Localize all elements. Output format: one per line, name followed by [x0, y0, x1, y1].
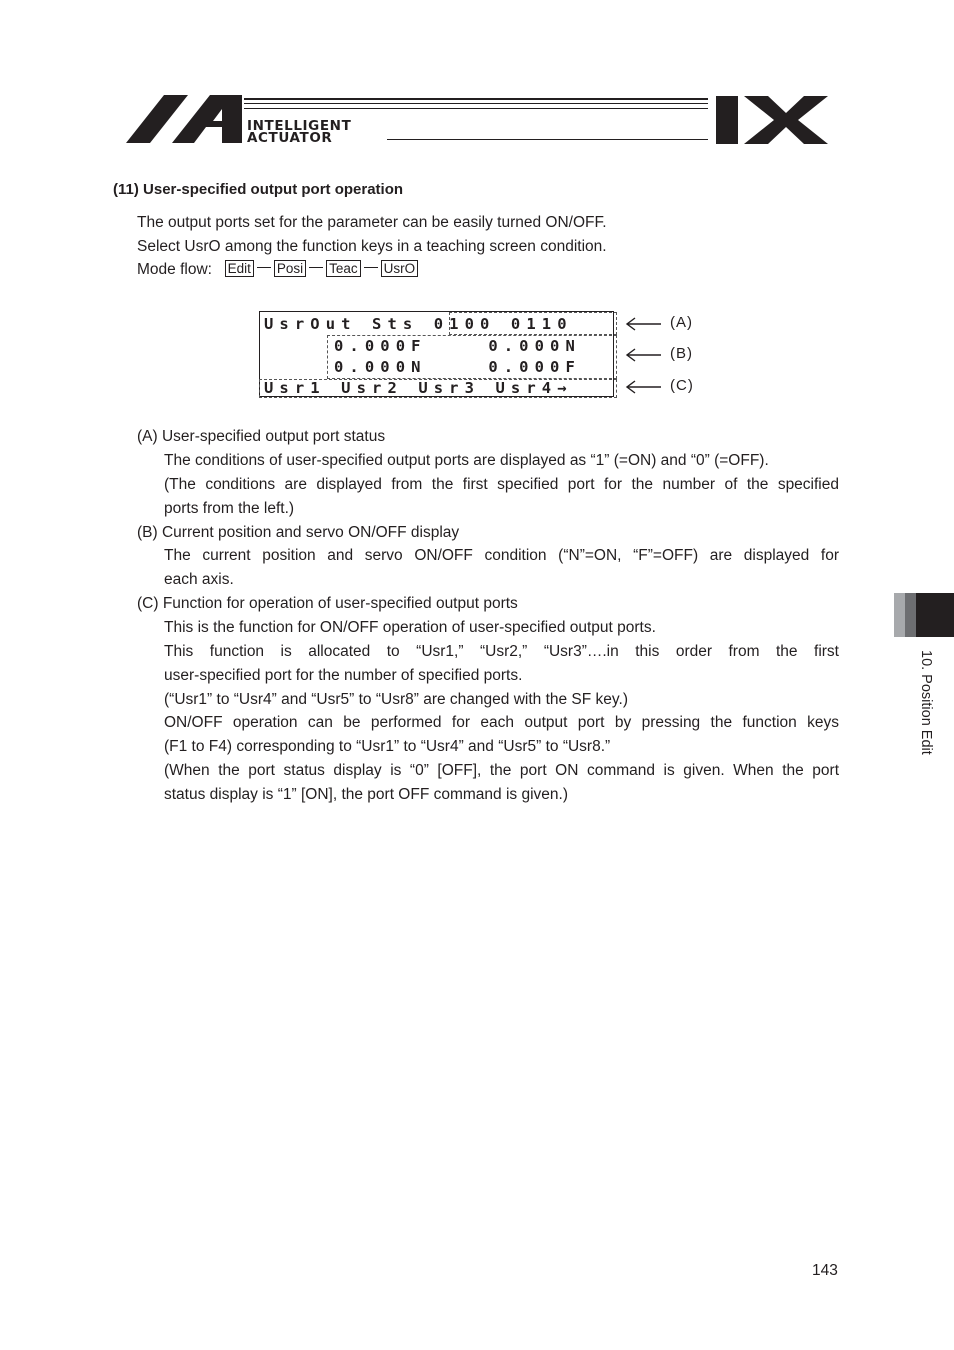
item-b-line: The current position and servo ON/OFF condition (“N”=ON, “F”=OFF) are displayed for: [164, 547, 839, 564]
brand-text-actuator: ACTUATOR: [247, 130, 333, 146]
page-number: 143: [812, 1262, 838, 1279]
ia-logo-mark: [126, 94, 242, 144]
display-port-status: 0100 0110: [433, 315, 573, 333]
display-row-status: [264, 314, 573, 334]
logo-rule-mid: [244, 103, 708, 104]
item-c-line: (F1 to F4) corresponding to “Usr1” to “Usr4” and “Usr5” to “Usr8.”: [164, 738, 611, 755]
brand-text-intelligent: INTELLIGENT: [247, 118, 352, 134]
callout-label-b: (B): [670, 345, 693, 362]
item-c-line: user-specified port for the number of specified ports.: [164, 667, 523, 684]
item-c-line: status display is “1” [ON], the port OFF command is given.): [164, 786, 568, 803]
key-teac: Teac: [326, 260, 361, 277]
item-c-heading: (C) Function for operation of user-specified output ports: [137, 595, 518, 612]
callout-arrows: [625, 315, 665, 395]
flow-connector: [309, 267, 323, 268]
logo-rule-bottom: [387, 139, 708, 140]
callout-label-a: (A): [670, 314, 693, 331]
logo-rule-top: [244, 98, 708, 100]
mode-flow-label: Mode flow:: [137, 261, 212, 278]
ix-product-mark: [716, 96, 828, 144]
key-usro: UsrO: [381, 260, 419, 277]
item-c-line: This function is allocated to “Usr1,” “Usr2,” “Usr3”….in this order from the first: [164, 643, 839, 660]
chapter-tab-stripe-light: [894, 593, 905, 637]
key-edit: Edit: [225, 260, 254, 277]
display-row-function-keys: Usr1 Usr2 Usr3 Usr4→: [264, 379, 573, 397]
logo-rule-low: [244, 108, 708, 109]
item-c-line: (When the port status display is “0” [OFF], the port ON command is given. When the port: [164, 762, 839, 779]
display-row-axis-1: 0.000F 0.000N: [334, 337, 581, 355]
item-b-heading: (B) Current position and servo ON/OFF display: [137, 524, 460, 541]
mode-flow: [137, 258, 418, 282]
intro-line-2: Select UsrO among the function keys in a teaching screen condition.: [137, 238, 607, 255]
item-c-line: This is the function for ON/OFF operation of user-specified output ports.: [164, 619, 656, 636]
item-a-line: ports from the left.): [164, 500, 295, 517]
section-title: (11) User-specified output port operation: [113, 181, 404, 198]
item-c-line: ON/OFF operation can be performed for each output port by pressing the function keys: [164, 714, 839, 731]
item-a-heading: (A) User-specified output port status: [137, 428, 386, 445]
item-c-line: (“Usr1” to “Usr4” and “Usr5” to “Usr8” are changed with the SF key.): [164, 691, 628, 708]
display-status-label: UsrOut Sts: [264, 315, 434, 333]
chapter-tab-block: [916, 593, 954, 637]
item-a-line: The conditions of user-specified output ports are displayed as “1” (=ON) and “0” (=OFF).: [164, 452, 769, 469]
flow-connector: [257, 267, 271, 268]
item-b-line: each axis.: [164, 571, 234, 588]
callout-label-c: (C): [670, 377, 694, 394]
key-posi: Posi: [274, 260, 306, 277]
flow-connector: [364, 267, 378, 268]
item-a-line: (The conditions are displayed from the first specified port for the number of the specified: [164, 476, 839, 493]
chapter-tab-stripe-mid: [905, 593, 916, 637]
chapter-side-label: 10. Position Edit: [918, 650, 934, 755]
display-row-axis-2: 0.000N 0.000F: [334, 358, 581, 376]
intro-line-1: The output ports set for the parameter can be easily turned ON/OFF.: [137, 214, 607, 231]
